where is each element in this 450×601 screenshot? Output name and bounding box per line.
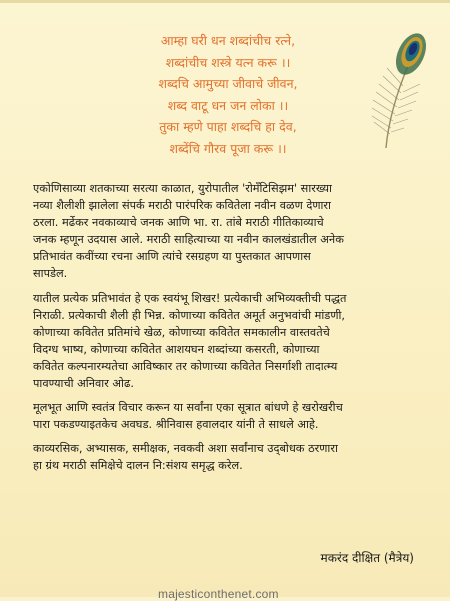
author-signature: मकरंद दीक्षित (मैत्रेय) bbox=[320, 551, 414, 565]
text-line: यातील प्रत्येक प्रतिभावंत हे एक स्वयंभू शिखर! प्रत्येकाची अभिव्यक्तीची पद्धत bbox=[33, 291, 347, 305]
poem-block bbox=[108, 30, 348, 160]
text-line: जनक म्हणून उदयास आले. मराठी साहित्याच्या या नवीन कालखंडातील अनेक bbox=[33, 233, 344, 247]
text-line: कोणाच्या कवितेत प्रतिमांचे खेळ, कोणाच्या कवितेत समकालीन वास्तवतेचे bbox=[33, 325, 330, 339]
text-line: नव्या शैलीशी झालेला संपर्क मराठी पारंपरिक कवितेला नवीन वळण देणारा bbox=[33, 199, 331, 213]
poem-line: तुका म्हणे पाहा शब्दचि हा देव, bbox=[159, 119, 297, 135]
paragraph bbox=[33, 180, 433, 283]
poem-line: शब्द वाटू धन जन लोका ।। bbox=[167, 97, 289, 113]
poem-line: शब्देंचि गौरव पूजा करू ।। bbox=[169, 140, 287, 156]
poem-line: शब्दचि आमुच्या जीवाचे जीवन, bbox=[158, 76, 298, 92]
paragraph bbox=[33, 290, 433, 393]
description-text bbox=[33, 180, 433, 482]
poem-line: आम्हा घरी धन शब्दांचीच रत्ने, bbox=[160, 33, 296, 48]
text-line: सापडेल. bbox=[33, 267, 68, 281]
paragraph bbox=[33, 399, 433, 433]
site-watermark: majesticonthenet.com bbox=[158, 587, 279, 601]
paragraph bbox=[33, 440, 433, 474]
text-line: कवितेत कल्पनारम्यतेचा आविष्कार तर कोणाच्या कवितेत निसर्गाशी तादात्म्य bbox=[33, 359, 338, 373]
text-line: प्रतिभावंत कवींच्या रचना आणि त्यांचे रसग्रहण या पुस्तकात आपणास bbox=[33, 250, 311, 264]
poem-line: शब्दांचीच शस्त्रे यत्न करू ।। bbox=[165, 54, 291, 70]
top-border bbox=[0, 0, 450, 3]
text-line: पारा पकडण्याइतकेच अवघड. श्रीनिवास हवालदार यांनी ते साधले आहे. bbox=[33, 418, 319, 432]
text-line: पावण्याची अनिवार ओढ. bbox=[33, 377, 134, 391]
text-line: ठरला. मर्ढेकर नवकाव्याचे जनक आणि भा. रा. तांबे मराठी गीतिकाव्याचे bbox=[33, 216, 324, 230]
text-line: विदग्ध भाष्य, कोणाच्या कवितेत आशयघन शब्दांच्या कसरती, कोणाच्या bbox=[33, 342, 320, 356]
text-line: निराळी. प्रत्येकाची शैली ही भिन्न. कोणाच्या कवितेत अमूर्त अनुभवांची मांडणी, bbox=[33, 308, 346, 322]
peacock-feather-icon bbox=[350, 24, 428, 154]
text-line: काव्यरसिक, अभ्यासक, समीक्षक, नवकवी अशा सर्वांनाच उद्‌बोधक ठरणारा bbox=[33, 442, 338, 456]
text-line: एकोणिसाव्या शतकाच्या सरत्या काळात, युरोपातील 'रोमॅंटिसिझम' सारख्या bbox=[33, 182, 332, 195]
text-line: हा ग्रंथ मराठी समिक्षेचे दालन नि:संशय समृद्ध करेल. bbox=[33, 459, 243, 473]
text-line: मूलभूत आणि स्वतंत्र विचार करून या सर्वांना एका सूत्रात बांधणे हे खरोखरीच bbox=[33, 401, 343, 415]
